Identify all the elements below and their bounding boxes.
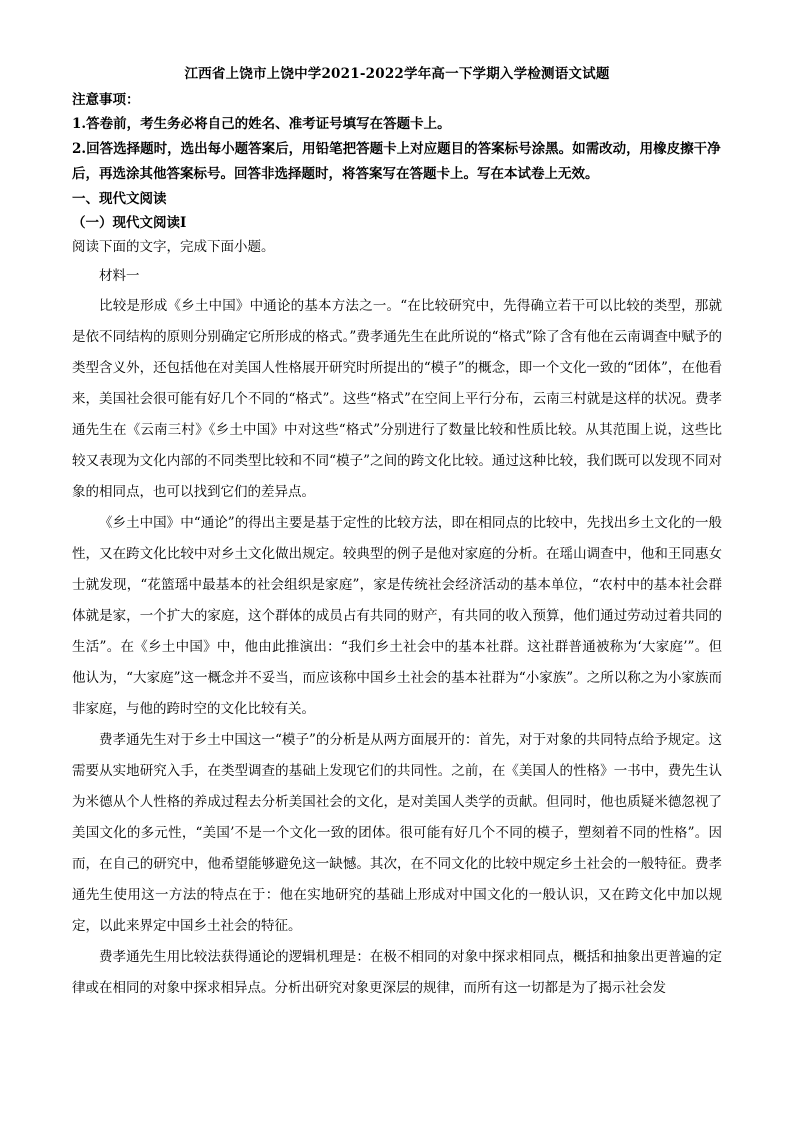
notice-item-2: 2.回答选择题时，选出每小题答案后，用铅笔把答题卡上对应题目的答案标号涂黑。如需改动，用橡皮擦干净后，再选涂其他答案标号。回答非选择题时，将答案写在答题卡上。写在本试卷上无效。 <box>72 141 721 182</box>
reading-instruction: 阅读下面的文字，完成下面小题。 <box>72 239 275 255</box>
body-paragraph-3: 费孝通先生对于乡土中国这一“模子”的分析是从两方面展开的：首先，对于对象的共同特点给予规定。这需要从实地研究入手，在类型调查的基础上发现它们的共同性。之前，在《美国人的性格》一书中，费先生认为米德从个人性格的养成过程去分析美国社会的文化，是对美国人类学的贡献。但同时，他也质疑米德忽视了美国文化的多元性，“美国’不是一个文化一致的团体。很可能有好几个不同的模子，塑刻着不同的性格”。因而，在自己的研究中，他希望能够避免这一缺憾。其次，在不同文化的比较中规定乡土社会的一般特征。费孝通先生使用这一方法的特点在于：他在实地研究的基础上形成对中国文化的一般认识，又在跨文化中加以规定，以此来界定中国乡土社会的特征。 <box>72 732 722 934</box>
material-label: 材料一 <box>99 268 140 284</box>
body-paragraph-1: 比较是形成《乡土中国》中通论的基本方法之一。“在比较研究中，先得确立若干可以比较的类型，那就是依不同结构的原则分别确定它所形成的格式。”费孝通先生在此所说的“格式”除了含有他在云南调查中赋予的类型含义外，还包括他在对美国人性格展开研究时所提出的“模子”的概念，即一个文化一致的“团体”，在他看来，美国社会很可能有好几个不同的“格式”。这些“格式”在空间上平行分布，云南三村就是这样的状况。费孝通先生在《云南三村》《乡土中国》中对这些“格式”分别进行了数量比较和性质比较。从其范围上说，这些比较又表现为文化内部的不同类型比较和不同“模子”之间的跨文化比较。通过这种比较，我们既可以发现不同对象的相同点，也可以找到它们的差异点。 <box>72 298 722 500</box>
subsection-heading: （一）现代文阅读Ⅰ <box>72 215 187 231</box>
body-paragraph-4: 费孝通先生用比较法获得通论的逻辑机理是：在极不相同的对象中探求相同点，概括和抽象出更普遍的定律或在相同的对象中探求相异点。分析出研究对象更深层的规律，而所有这一切都是为了揭示社会发 <box>72 949 722 996</box>
section-heading: 一、现代文阅读 <box>72 191 167 207</box>
body-paragraph-2: 《乡土中国》中“通论”的得出主要是基于定性的比较方法，即在相同点的比较中，先找出乡土文化的一般性，又在跨文化比较中对乡土文化做出规定。较典型的例子是他对家庭的分析。在瑶山调查中，他和王同惠女士就发现，“花篮瑶中最基本的社会组织是家庭”，家是传统社会经济活动的基本单位，“农村中的基本社会群体就是家，一个扩大的家庭，这个群体的成员占有共同的财产，有共同的收入预算，他们通过劳动过着共同的生活”。在《乡土中国》中，他由此推演出：“我们乡土社会中的基本社群。这社群普通被称为‘大家庭’”。但他认为，“大家庭”这一概念并不妥当，而应该称中国乡土社会的基本社群为“小家族”。之所以称之为小家族而非家庭，与他的跨时空的文化比较有关。 <box>72 515 722 717</box>
notice-heading: 注意事项： <box>72 92 140 108</box>
exam-title: 江西省上饶市上饶中学2021-2022学年高一下学期入学检测语文试题 <box>184 66 610 82</box>
notice-item-1: 1.答卷前，考生务必将自己的姓名、准考证号填写在答题卡上。 <box>72 116 451 132</box>
